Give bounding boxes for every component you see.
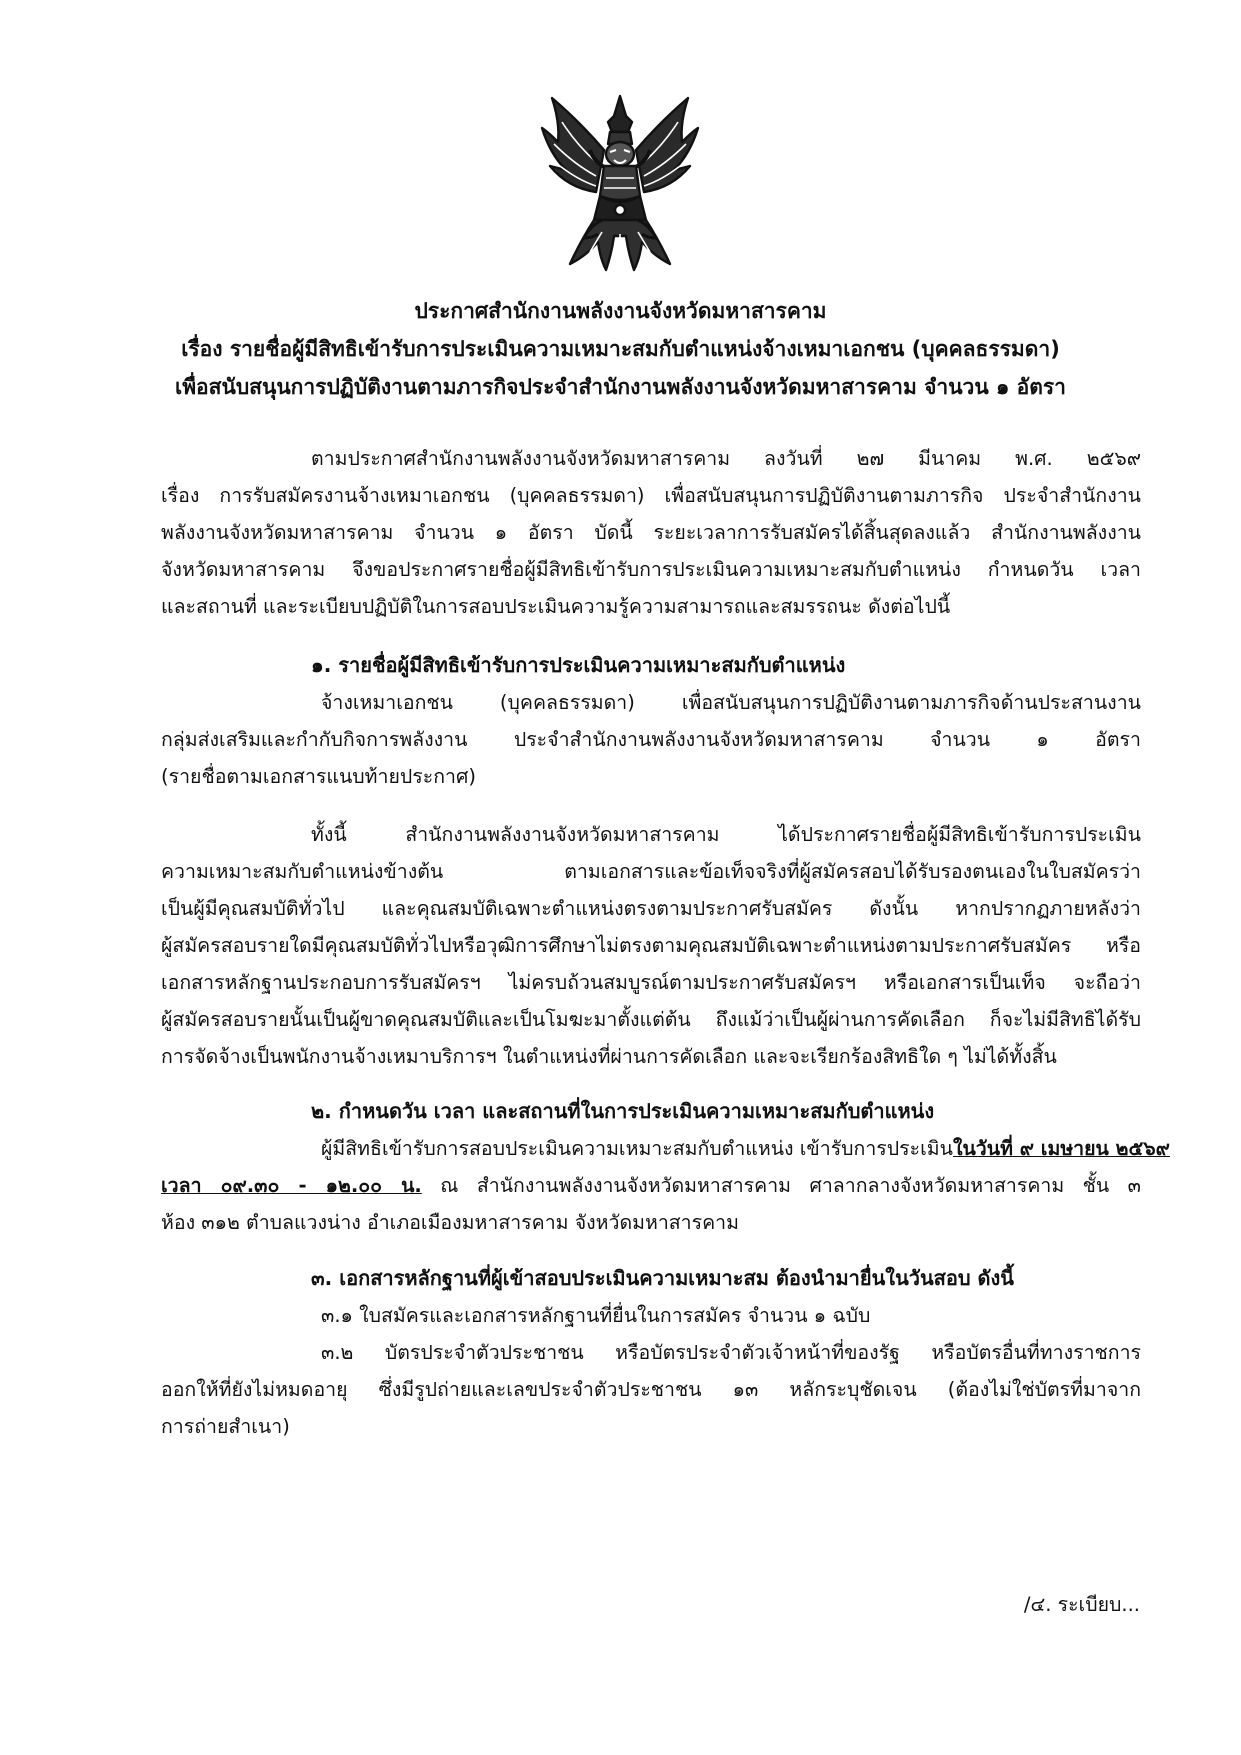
section-3-item-1: ๓.๑ ใบสมัครและเอกสารหลักฐานที่ยื่นในการสมัคร จำนวน ๑ ฉบับ bbox=[321, 1304, 871, 1327]
notice-line: ผู้สมัครสอบรายนั้นเป็นผู้ขาดคุณสมบัติและเป็นโมฆะมาตั้งแต่ต้น ถึงแม้ว่าเป็นผู้ผ่านการคัดเลือก ก็จะไม่มีสิทธิได้รับ bbox=[161, 1008, 1141, 1031]
intro-line: เรื่อง การรับสมัครงานจ้างเหมาเอกชน (บุคคลธรรมดา) เพื่อสนับสนุนการปฏิบัติงานตามภารกิจ ประจำสำนักงาน bbox=[161, 484, 1141, 507]
section-1-line: (รายชื่อตามเอกสารแนบท้ายประกาศ) bbox=[161, 765, 476, 788]
section-1-heading: ๑. รายชื่อผู้มีสิทธิเข้ารับการประเมินความเหมาะสมกับตำแหน่ง bbox=[311, 653, 846, 677]
garuda-emblem-icon bbox=[540, 92, 700, 274]
continuation-marker: /๔. ระเบียบ... bbox=[1023, 1593, 1140, 1616]
section-3 bbox=[161, 1260, 1141, 1445]
assessment-venue: ณ สำนักงานพลังงานจังหวัดมหาสารคาม ศาลากลางจังหวัดมหาสารคาม ชั้น ๓ bbox=[421, 1174, 1141, 1197]
notice-line: การจัดจ้างเป็นพนักงานจ้างเหมาบริการฯ ในตำแหน่งที่ผ่านการคัดเลือก และจะเรียกร้องสิทธิใด ๆ ไม่ได้ทั้งสิ้น bbox=[161, 1045, 1057, 1068]
intro-line: จังหวัดมหาสารคาม จึงขอประกาศรายชื่อผู้มีสิทธิเข้ารับการประเมินความเหมาะสมกับตำแหน่ง กำหนดวัน เวลา bbox=[161, 558, 1141, 581]
section-1 bbox=[161, 647, 1141, 795]
notice-paragraph bbox=[161, 816, 1141, 1075]
notice-line: ความเหมาะสมกับตำแหน่งข้างต้น ตามเอกสารและข้อเท็จจริงที่ผู้สมัครสอบได้รับรองตนเองในใบสมัครว่า bbox=[161, 860, 1141, 883]
section-3-heading: ๓. เอกสารหลักฐานที่ผู้เข้าสอบประเมินความเหมาะสม ต้องนำมายื่นในวันสอบ ดังนี้ bbox=[311, 1266, 1014, 1290]
title-line-1: ประกาศสำนักงานพลังงานจังหวัดมหาสารคาม bbox=[414, 299, 827, 323]
section-3-item-2-line: การถ่ายสำเนา) bbox=[161, 1415, 290, 1438]
intro-line: และสถานที่ และระเบียบปฏิบัติในการสอบประเมินความรู้ความสามารถและสมรรถนะ ดังต่อไปนี้ bbox=[161, 595, 951, 618]
notice-line: ทั้งนี้ สำนักงานพลังงานจังหวัดมหาสารคาม ได้ประกาศรายชื่อผู้มีสิทธิเข้ารับการประเมิน bbox=[311, 823, 1141, 846]
section-1-line: กลุ่มส่งเสริมและกำกับกิจการพลังงาน ประจำสำนักงานพลังงานจังหวัดมหาสารคาม จำนวน ๑ อัตรา bbox=[161, 728, 1141, 751]
title-line-3: เพื่อสนับสนุนการปฏิบัติงานตามภารกิจประจำสำนักงานพลังงานจังหวัดมหาสารคาม จำนวน ๑ อัตรา bbox=[175, 375, 1066, 399]
section-2-line-1 bbox=[161, 1130, 1170, 1167]
section-2-heading: ๒. กำหนดวัน เวลา และสถานที่ในการประเมินความเหมาะสมกับตำแหน่ง bbox=[311, 1099, 935, 1123]
notice-line: เอกสารหลักฐานประกอบการรับสมัครฯ ไม่ครบถ้วนสมบูรณ์ตามประกาศรับสมัครฯ หรือเอกสารเป็นเท็จ จะถือว่า bbox=[161, 971, 1141, 994]
notice-line: เป็นผู้มีคุณสมบัติทั่วไป และคุณสมบัติเฉพาะตำแหน่งตรงตามประกาศรับสมัคร ดังนั้น หากปรากฏภายหลังว่า bbox=[161, 897, 1141, 920]
announcement-title bbox=[120, 292, 1121, 406]
intro-paragraph bbox=[161, 440, 1141, 625]
assessment-date: ในวันที่ ๙ เมษายน ๒๕๖๙ bbox=[952, 1137, 1170, 1160]
notice-line: ผู้สมัครสอบรายใดมีคุณสมบัติทั่วไปหรือวุฒิการศึกษาไม่ตรงตามคุณสมบัติเฉพาะตำแหน่งตามประกาศรับสมัคร หรือ bbox=[161, 934, 1141, 957]
intro-line: พลังงานจังหวัดมหาสารคาม จำนวน ๑ อัตรา บัดนี้ ระยะเวลาการรับสมัครได้สิ้นสุดลงแล้ว สำนักงานพลังงาน bbox=[161, 521, 1141, 544]
title-line-2: เรื่อง รายชื่อผู้มีสิทธิเข้ารับการประเมินความเหมาะสมกับตำแหน่งจ้างเหมาเอกชน (บุคคลธรรมดา) bbox=[181, 337, 1060, 361]
section-3-item-2-line: ออกให้ที่ยังไม่หมดอายุ ซึ่งมีรูปถ่ายและเลขประจำตัวประชาชน ๑๓ หลักระบุชัดเจน (ต้องไม่ใช่บัตรที่มาจาก bbox=[161, 1378, 1141, 1401]
section-2-intro: ผู้มีสิทธิเข้ารับการสอบประเมินความเหมาะสมกับตำแหน่ง เข้ารับการประเมิน bbox=[321, 1137, 953, 1160]
section-2-line-2 bbox=[161, 1167, 1141, 1204]
section-1-line: จ้างเหมาเอกชน (บุคคลธรรมดา) เพื่อสนับสนุนการปฏิบัติงานตามภารกิจด้านประสานงาน bbox=[321, 691, 1141, 714]
section-2 bbox=[161, 1093, 1170, 1241]
intro-line: ตามประกาศสำนักงานพลังงานจังหวัดมหาสารคาม ลงวันที่ ๒๗ มีนาคม พ.ศ. ๒๕๖๙ bbox=[311, 447, 1141, 470]
section-3-item-2-line: ๓.๒ บัตรประจำตัวประชาชน หรือบัตรประจำตัวเจ้าหน้าที่ของรัฐ หรือบัตรอื่นที่ทางราชการ bbox=[321, 1341, 1141, 1364]
assessment-time: เวลา ๐๙.๓๐ - ๑๒.๐๐ น. bbox=[161, 1174, 422, 1197]
section-2-line-3: ห้อง ๓๑๒ ตำบลแวงน่าง อำเภอเมืองมหาสารคาม จังหวัดมหาสารคาม bbox=[161, 1211, 739, 1234]
